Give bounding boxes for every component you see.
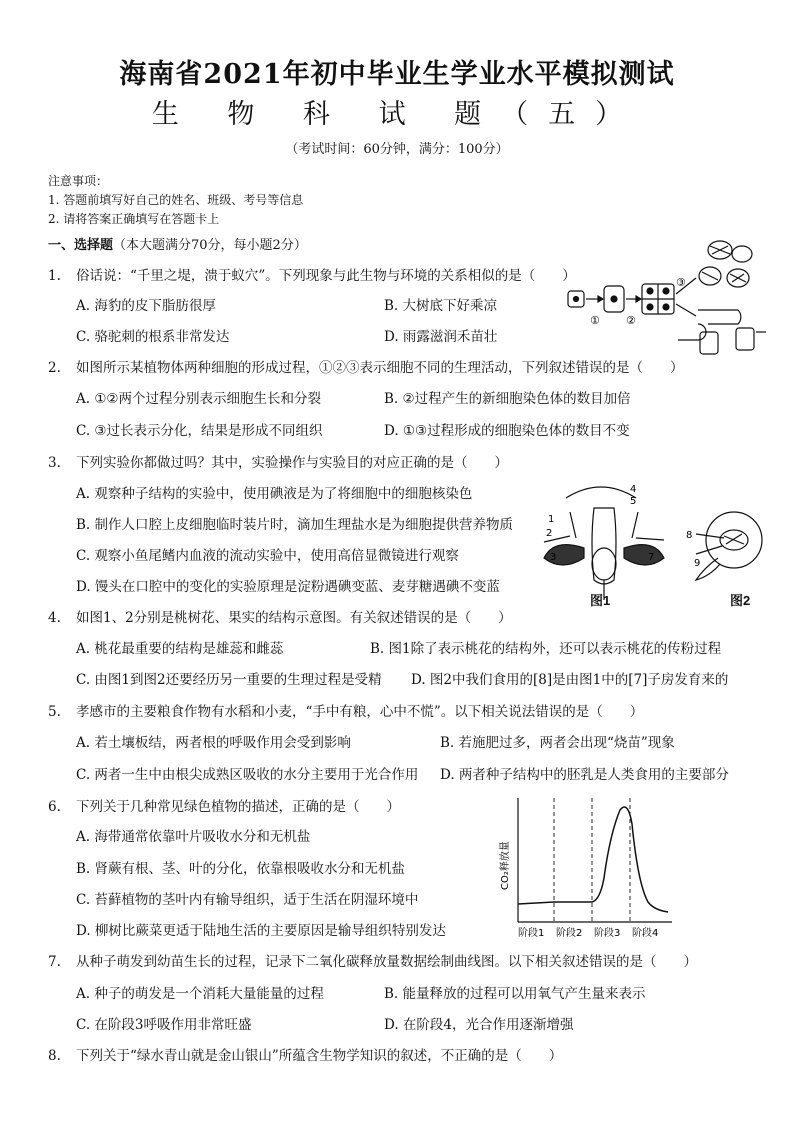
tissue-cells-top xyxy=(699,241,752,287)
question-number: 8. xyxy=(48,1048,61,1064)
option-b: B. 大树底下好乘凉 xyxy=(384,298,498,314)
option-a: A. 海豹的皮下脂肪很厚 xyxy=(76,298,216,314)
flower-label: 6 xyxy=(600,560,607,571)
fruit-structure-diagram xyxy=(684,506,774,586)
stage-label: 阶段4 xyxy=(632,928,659,939)
option-b: B. 制作人口腔上皮细胞临时装片时，滴加生理盐水是为细胞提供营养物质 xyxy=(76,517,514,533)
stage-label: 阶段2 xyxy=(556,928,583,939)
option-c: C. 骆驼刺的根系非常发达 xyxy=(76,329,230,345)
option-d: D. 两者种子结构中的胚乳是人类食用的主要部分 xyxy=(440,767,729,783)
exam-info: （考试时间：60分钟，满分：100分） xyxy=(285,142,509,157)
section-heading xyxy=(48,234,307,253)
question-stem: 如图所示某植物体两种细胞的形成过程，①②③表示细胞不同的生理活动，下列叙述错误的是（ ） xyxy=(76,360,684,376)
question-stem: 俗话说：“千里之堤，溃于蚁穴”。下列现象与此生物与环境的关系相似的是（ ） xyxy=(76,268,576,284)
flower-label: 4 xyxy=(630,484,637,495)
figure-2-caption: 图2 xyxy=(730,593,751,608)
flower-label: 5 xyxy=(630,496,637,507)
notes-heading: 注意事项： xyxy=(48,174,109,188)
fruit-label: 9 xyxy=(694,558,701,569)
question-number: 4. xyxy=(48,610,61,626)
option-b: B. 若施肥过多，两者会出现“烧苗”现象 xyxy=(440,735,675,751)
option-d: D. 在阶段4，光合作用逐渐增强 xyxy=(384,1017,574,1033)
co2-release-chart xyxy=(492,794,678,940)
option-a: A. 种子的萌发是一个消耗大量能量的过程 xyxy=(76,986,324,1002)
option-c: C. 由图1到图2还要经历另一重要的生理过程是受精 xyxy=(76,672,382,688)
stage-label: 阶段1 xyxy=(518,928,545,939)
question-7 xyxy=(48,950,697,970)
question-number: 2. xyxy=(48,360,61,376)
question-3 xyxy=(48,451,508,471)
figure-1-caption: 图1 xyxy=(590,593,611,608)
question-number: 1. xyxy=(48,268,61,284)
option-a: A. 若土壤板结，两者根的呼吸作用会受到影响 xyxy=(76,735,351,751)
fruit-label: 8 xyxy=(686,530,693,541)
co2-curve xyxy=(518,807,668,912)
process-label-2: ② xyxy=(626,314,636,327)
question-stem: 如图1、2分别是桃树花、果实的结构示意图。有关叙述错误的是（ ） xyxy=(76,610,512,626)
option-c: C. 在阶段3呼吸作用非常旺盛 xyxy=(76,1017,252,1033)
question-1 xyxy=(48,264,576,284)
option-b: B. 肾蕨有根、茎、叶的分化，依靠根吸收水分和无机盐 xyxy=(76,861,406,877)
option-a: A. 桃花最重要的结构是雄蕊和雌蕊 xyxy=(76,641,284,657)
option-c: C. ③过长表示分化，结果是形成不同组织 xyxy=(76,423,323,439)
option-d: D. 雨露滋润禾苗壮 xyxy=(384,329,498,345)
tissue-cells-bottom xyxy=(678,310,766,354)
flower-label: 2 xyxy=(546,528,553,539)
question-stem: 从种子萌发到幼苗生长的过程，记录下二氧化碳释放量数据绘制曲线图。以下相关叙述错误的是（ ） xyxy=(76,954,697,970)
process-label-1: ① xyxy=(590,314,600,327)
flower-label: 7 xyxy=(648,552,655,563)
question-number: 6. xyxy=(48,799,61,815)
question-6 xyxy=(48,795,400,815)
exam-subtitle: 生 物 科 试 题（五） xyxy=(151,99,643,130)
question-stem: 下列关于几种常见绿色植物的描述，正确的是（ ） xyxy=(76,799,400,815)
note-item: 1. 答题前填写好自己的姓名、班级、考号等信息 xyxy=(48,193,304,207)
co2-axis-label: CO₂释放量 xyxy=(500,841,511,890)
question-number: 5. xyxy=(48,704,61,720)
question-8 xyxy=(48,1044,562,1064)
question-stem: 下列实验你都做过吗？其中，实验操作与实验目的对应正确的是（ ） xyxy=(76,455,508,471)
question-5 xyxy=(48,700,643,720)
question-4 xyxy=(48,606,512,626)
flower-label: 1 xyxy=(548,514,555,525)
exam-title: 海南省2021年初中毕业生学业水平模拟测试 xyxy=(119,59,675,90)
option-c: C. 两者一生中由根尖成熟区吸收的水分主要用于光合作用 xyxy=(76,767,419,783)
question-stem: 下列关于“绿水青山就是金山银山”所蕴含生物学知识的叙述，不正确的是（ ） xyxy=(76,1048,563,1064)
option-a: A. 海带通常依靠叶片吸收水分和无机盐 xyxy=(76,829,311,845)
note-item: 2. 请将答案正确填写在答题卡上 xyxy=(48,212,220,226)
option-d: D. 图2中我们食用的[8]是由图1中的[7]子房发育来的 xyxy=(411,672,729,688)
question-number: 7. xyxy=(48,954,61,970)
option-d: D. ①③过程形成的细胞染色体的数目不变 xyxy=(384,423,630,439)
option-d: D. 柳树比蕨菜更适于陆地生活的主要原因是输导组织特别发达 xyxy=(76,923,446,939)
question-number: 3. xyxy=(48,455,61,471)
stage-label: 阶段3 xyxy=(594,928,621,939)
section-label: 一、选择题 xyxy=(48,238,114,253)
option-c: C. 苔藓植物的茎叶内有输导组织，适于生活在阴湿环境中 xyxy=(76,892,419,908)
option-c: C. 观察小鱼尾鳍内血液的流动实验中，使用高倍显微镜进行观察 xyxy=(76,548,459,564)
option-a: A. 观察种子结构的实验中，使用碘液是为了将细胞中的细胞核染色 xyxy=(76,486,473,502)
process-label-3: ③ xyxy=(676,276,686,289)
flower-structure-diagram xyxy=(536,478,672,606)
option-b: B. ②过程产生的新细胞染色体的数目加倍 xyxy=(384,391,631,407)
option-b: B. 能量释放的过程可以用氧气产生量来表示 xyxy=(384,986,646,1002)
section-info: （本大题满分70分，每小题2分） xyxy=(113,238,307,253)
cell-process-diagram xyxy=(560,236,770,362)
option-d: D. 馒头在口腔中的变化的实验原理是淀粉遇碘变蓝、麦芽糖遇碘不变蓝 xyxy=(76,579,500,595)
question-stem: 孝感市的主要粮食作物有水稻和小麦，“手中有粮，心中不慌”。以下相关说法错误的是（ ） xyxy=(76,704,644,720)
option-a: A. ①②两个过程分别表示细胞生长和分裂 xyxy=(76,391,322,407)
flower-label: 3 xyxy=(550,552,557,563)
option-b: B. 图1除了表示桃花的结构外，还可以表示桃花的传粉过程 xyxy=(370,641,722,657)
